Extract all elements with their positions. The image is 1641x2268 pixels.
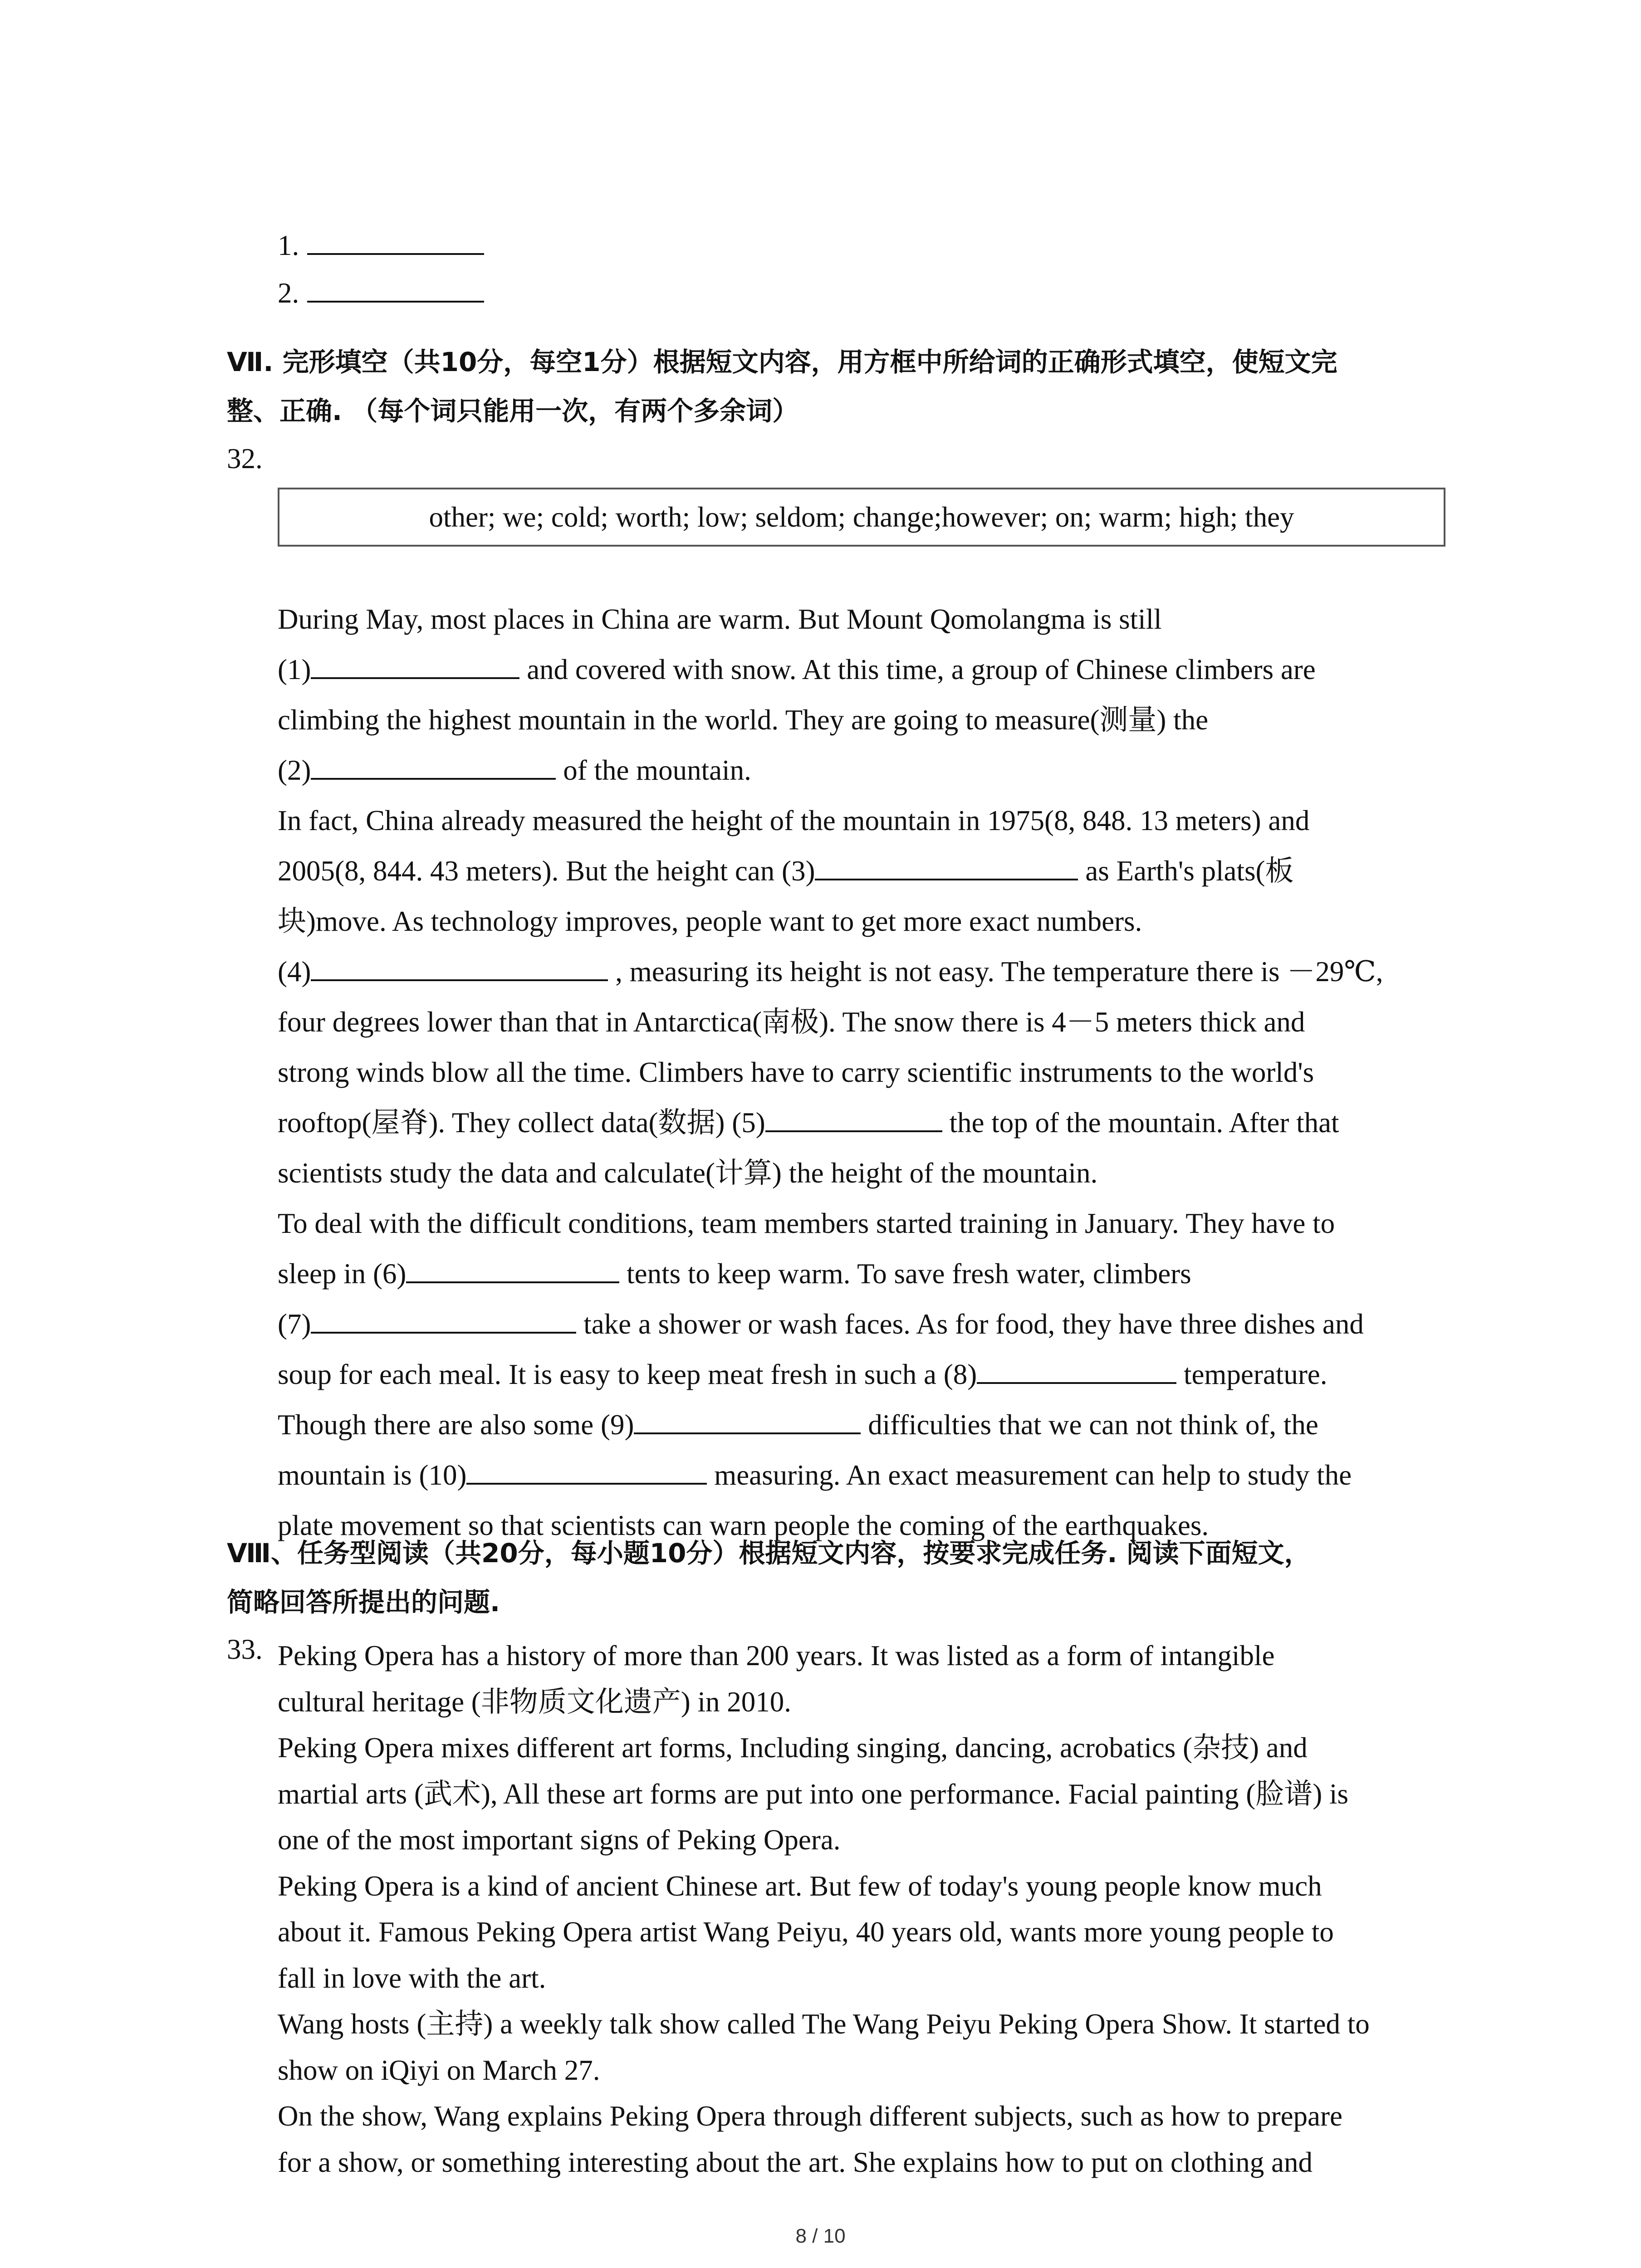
reading-line: Peking Opera has a history of more than 200 years. It was listed as a form of intangible — [278, 1640, 1275, 1672]
blank-3[interactable] — [815, 878, 1078, 880]
answer-line-1: 1. — [278, 229, 484, 262]
passage-line: strong winds blow all the time. Climbers have to carry scientific instruments to the world's — [278, 1056, 1314, 1088]
passage-line: four degrees lower than that in Antarctica(南极). The snow there is 4－5 meters thick and — [278, 1006, 1305, 1038]
passage-line: mountain is (10) measuring. An exact measurement can help to study the — [278, 1459, 1352, 1491]
reading-line: Peking Opera mixes different art forms, Including singing, dancing, acrobatics (杂技) and — [278, 1732, 1308, 1764]
passage-line: To deal with the difficult conditions, team members started training in January. They have to — [278, 1207, 1335, 1239]
passage-line: In fact, China already measured the height of the mountain in 1975(8, 848. 13 meters) and — [278, 805, 1310, 836]
passage-line: (1) and covered with snow. At this time, a group of Chinese climbers are — [278, 654, 1316, 685]
blank-10[interactable] — [466, 1482, 707, 1485]
passage-line: rooftop(屋脊). They collect data(数据) (5) the top of the mountain. After that — [278, 1107, 1339, 1139]
question-number-32: 32. — [227, 443, 263, 474]
blank-6[interactable] — [406, 1281, 619, 1283]
blank-4[interactable] — [311, 979, 608, 981]
blank-1[interactable] — [311, 677, 519, 679]
blank-5[interactable] — [765, 1130, 942, 1132]
passage-line: sleep in (6) tents to keep warm. To save fresh water, climbers — [278, 1258, 1191, 1290]
reading-line: one of the most important signs of Peking Opera. — [278, 1824, 841, 1856]
section-7-heading: Ⅶ. 完形填空（共10分，每空1分）根据短文内容，用方框中所给词的正确形式填空，使短文完 整、正确. （每个词只能用一次，有两个多余词） — [227, 347, 1337, 426]
page-number: 8 / 10 — [795, 2225, 846, 2247]
answer-blank[interactable] — [307, 253, 484, 255]
reading-line: On the show, Wang explains Peking Opera through different subjects, such as how to prepare — [278, 2100, 1342, 2132]
passage-line: soup for each meal. It is easy to keep meat fresh in such a (8) temperature. — [278, 1359, 1327, 1390]
reading-line: cultural heritage (非物质文化遗产) in 2010. — [278, 1686, 792, 1718]
passage-line: (7) take a shower or wash faces. As for food, they have three dishes and — [278, 1308, 1364, 1340]
passage-line: scientists study the data and calculate(计算) the height of the mountain. — [278, 1157, 1098, 1189]
passage-line: 块)move. As technology improves, people want to get more exact numbers. — [278, 905, 1142, 937]
reading-line: for a show, or something interesting about the art. She explains how to put on clothing and — [278, 2146, 1313, 2178]
passage-line: plate movement so that scientists can warn people the coming of the earthquakes. — [278, 1510, 1209, 1541]
blank-2[interactable] — [311, 777, 556, 780]
reading-line: about it. Famous Peking Opera artist Wang Peiyu, 40 years old, wants more young people to — [278, 1916, 1334, 1948]
passage-line: Though there are also some (9) difficulties that we can not think of, the — [278, 1409, 1318, 1441]
blank-8[interactable] — [977, 1382, 1176, 1384]
passage-line: climbing the highest mountain in the world. They are going to measure(测量) the — [278, 704, 1209, 736]
blank-9[interactable] — [634, 1432, 861, 1434]
reading-line: fall in love with the art. — [278, 1962, 546, 1994]
reading-line: martial arts (武术), All these art forms are put into one performance. Facial painting (脸谱) is — [278, 1778, 1349, 1810]
word-box: other; we; cold; worth; low; seldom; change;however; on; warm; high; they — [278, 488, 1445, 547]
question-number-33: 33. — [227, 1633, 263, 1665]
reading-passage — [278, 1633, 1480, 2185]
passage-line: (4) , measuring its height is not easy. The temperature there is －29℃, — [278, 956, 1383, 987]
passage-line: 2005(8, 844. 43 meters). But the height can (3) as Earth's plats(板 — [278, 855, 1294, 887]
reading-line: Wang hosts (主持) a weekly talk show called The Wang Peiyu Peking Opera Show. It started to — [278, 2008, 1370, 2040]
passage-line: (2) of the mountain. — [278, 754, 751, 786]
cloze-passage — [278, 594, 1471, 1551]
blank-7[interactable] — [311, 1331, 576, 1334]
section-8-heading: Ⅷ、任务型阅读（共20分，每小题10分）根据短文内容，按要求完成任务. 阅读下面短文， 简略回答所提出的问题. — [227, 1538, 1311, 1618]
answer-blank[interactable] — [307, 300, 484, 303]
passage-line: During May, most places in China are warm. But Mount Qomolangma is still — [278, 603, 1162, 635]
reading-line: show on iQiyi on March 27. — [278, 2054, 600, 2086]
reading-line: Peking Opera is a kind of ancient Chinese art. But few of today's young people know much — [278, 1870, 1322, 1902]
answer-line-2: 2. — [278, 277, 484, 310]
